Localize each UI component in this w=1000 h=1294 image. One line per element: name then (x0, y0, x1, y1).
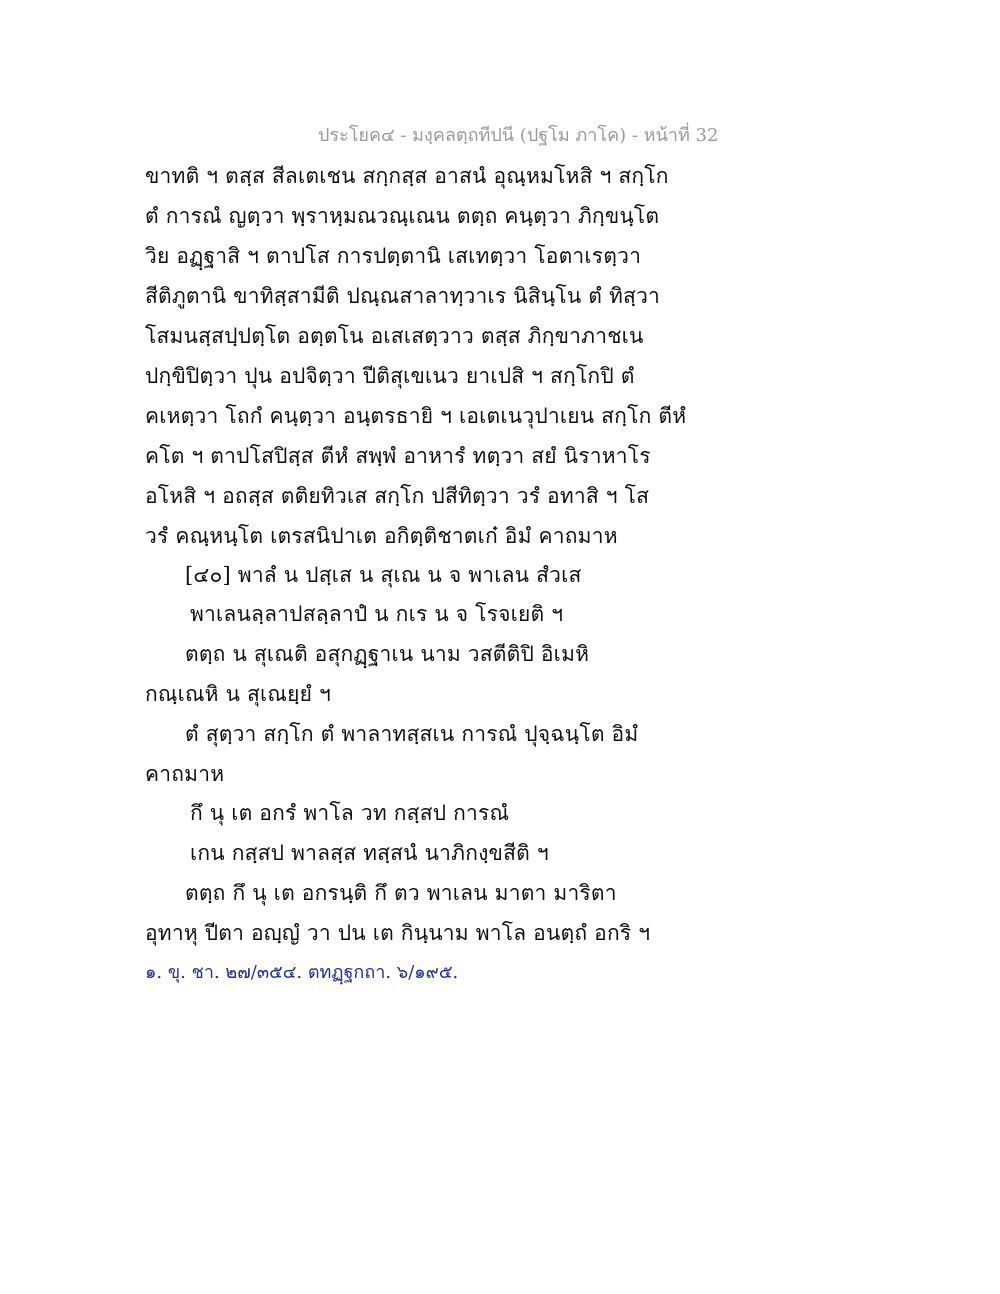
body-line-8: คโต ฯ ตาปโสปิสฺส ตีหํ สพฺพํ อาหารํ ทตฺวา สยํ นิราหาโร (145, 444, 651, 468)
verse-40-line-2: พาเลนลฺลาปสลฺลาปํ น กเร น จ โรจเยติ ฯ (190, 602, 564, 626)
body-line-4: สีติภูตานิ ขาทิสฺสามีติ ปณฺณสาลาทฺวาเร นิสินฺโน ตํ ทิสฺวา (145, 284, 661, 308)
page-header: ประโยค๔ - มงฺคลตฺถทีปนี (ปฐโม ภาโค) - หน้าที่ 32 (318, 125, 719, 146)
verse-40-line-1: [๔๐] พาลํ น ปสฺเส น สุเณ น จ พาเลน สํวเส (185, 563, 582, 587)
body-line-3: วิย อฏฺฐาสิ ฯ ตาปโส การปตฺตานิ เสเทตฺวา โอตาเรตฺวา (145, 244, 642, 268)
paragraph-4-line-2: อุทาหุ ปีตา อญฺญํ วา ปน เต กินฺนาม พาโล อนตฺถํ อกริ ฯ (145, 921, 651, 945)
body-line-10: วรํ คณฺหนฺโต เตรสนิปาเต อกิตฺติชาตเก๋ อิมํ คาถมาห (145, 524, 618, 548)
body-line-2: ตํ การณํ ญตฺวา พฺราหฺมณวณฺเณน ตตฺถ คนฺตฺวา ภิกฺขนฺโต (145, 204, 660, 228)
body-line-5: โสมนสฺสปฺปตฺโต อตฺตโน อเสเสตฺวาว ตสฺส ภิกฺขาภาชเน (145, 324, 644, 348)
body-line-9: อโหสิ ฯ อถสฺส ตติยทิวเส สกฺโก ปสีทิตฺวา วรํ อทาสิ ฯ โส (145, 484, 650, 508)
paragraph-4-line-1: ตตฺถ กึ นุ เต อกรนฺติ กึ ตว พาเลน มาตา มาริตา (185, 881, 617, 905)
verse-2-line-2: เกน กสฺสป พาลสฺส ทสฺสนํ นาภิกงฺขสีติ ฯ (190, 841, 549, 865)
paragraph-2-line-1: ตตฺถ น สุเณติ อสุกฏฺฐาเน นาม วสตีติปิ อิเมหิ (185, 642, 590, 666)
verse-2-line-1: กึ นุ เต อกรํ พาโล วท กสฺสป การณํ (190, 801, 510, 825)
body-line-7: คเหตฺวา โถกํ คนฺตฺวา อนฺตรธายิ ฯ เอเตเนวุปาเยน สกฺโก ตีหํ (145, 404, 687, 428)
body-line-6: ปกฺขิปิตฺวา ปุน อปจิตฺวา ปีติสุเขเนว ยาเปสิ ฯ สกฺโกปิ ตํ (145, 364, 635, 388)
footnote-reference: ๑. ขุ. ชา. ๒๗/๓๕๔. ตทฏฺฐกถา. ๖/๑๙๕. (145, 962, 459, 983)
paragraph-3-line-2: คาถมาห (145, 762, 225, 786)
paragraph-2-line-2: กณฺเณหิ น สุเณยฺยํ ฯ (145, 682, 331, 706)
paragraph-3-line-1: ตํ สุตฺวา สกฺโก ตํ พาลาทสฺสเน การณํ ปุจฺฉนฺโต อิมํ (185, 722, 639, 746)
body-line-1: ขาทติ ฯ ตสฺส สีลเตเชน สกฺกสฺส อาสนํ อุณฺหมโหสิ ฯ สกฺโก (145, 164, 669, 188)
